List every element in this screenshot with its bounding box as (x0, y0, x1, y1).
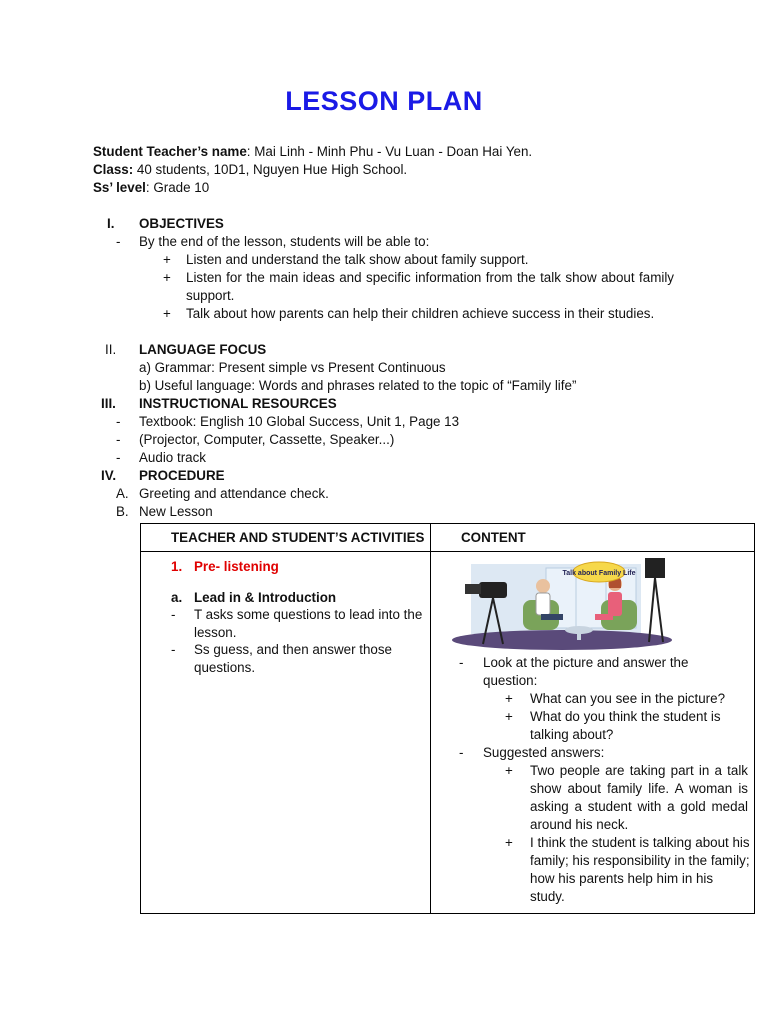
page-title: LESSON PLAN (285, 86, 483, 116)
bullet-dash: - (459, 745, 464, 760)
objective-item-3: Talk about how parents can help their children achieve success in their studies. (186, 306, 655, 321)
activities-table (140, 523, 755, 914)
table-header-right-cell (431, 524, 755, 552)
level-value: : Grade 10 (145, 180, 210, 195)
procedure-b-number: B. (116, 504, 129, 519)
resource-item-2: (Projector, Computer, Cassette, Speaker...) (139, 432, 395, 447)
useful-language-line: b) Useful language: Words and phrases related to the topic of “Family life” (139, 378, 577, 393)
resource-item-3: Audio track (139, 450, 206, 465)
talk-show-illustration (451, 556, 673, 652)
teacher-name-line (93, 143, 532, 161)
section-3-number: III. (101, 396, 116, 411)
sub-step-title: Lead in & Introduction (194, 590, 337, 605)
section-4-number: IV. (101, 468, 117, 483)
teacher-value: : Mai Linh - Minh Phu - Vu Luan - Doan Hai Yen. (246, 144, 533, 159)
level-line (93, 179, 209, 197)
answer-item-2: I think the student is talking about his family; his responsibility in the family; how his parents help him in his study. (530, 835, 750, 904)
bullet-plus: + (505, 763, 513, 778)
section-1-number: I. (107, 216, 115, 231)
section-3-title: INSTRUCTIONAL RESOURCES (139, 396, 337, 411)
answers-intro: Suggested answers: (483, 745, 605, 760)
answer-item-1: Two people are taking part in a talk show about family life. A woman is asking a student with a gold medal around his neck. (530, 763, 748, 832)
section-4-title: PROCEDURE (139, 468, 225, 483)
section-2-title: LANGUAGE FOCUS (139, 342, 267, 357)
activity-item-2: Ss guess, and then answer those questions. (194, 642, 393, 675)
class-line (93, 161, 407, 179)
bullet-plus: + (163, 270, 171, 285)
content-cell (431, 552, 755, 914)
bullet-plus: + (163, 252, 171, 267)
table-header-content: CONTENT (461, 530, 526, 545)
table-header-left-cell (141, 524, 431, 552)
bullet-dash: - (116, 234, 121, 249)
section-1-title: OBJECTIVES (139, 216, 224, 231)
bullet-dash: - (116, 414, 121, 429)
resource-item-1: Textbook: English 10 Global Success, Unit 1, Page 13 (139, 414, 460, 429)
objective-item-1: Listen and understand the talk show about family support. (186, 252, 529, 267)
class-label: Class: (93, 162, 134, 177)
bullet-dash: - (171, 642, 176, 657)
bullet-plus: + (505, 709, 513, 724)
activity-item-1: T asks some questions to lead into the lesson. (194, 607, 423, 640)
activities-cell (141, 552, 431, 914)
procedure-a-number: A. (116, 486, 129, 501)
bullet-plus: + (505, 835, 513, 850)
objectives-intro: By the end of the lesson, students will be able to: (139, 234, 430, 249)
bullet-plus: + (505, 691, 513, 706)
teacher-label: Student Teacher’s name (93, 144, 247, 159)
grammar-line: a) Grammar: Present simple vs Present Continuous (139, 360, 446, 375)
bullet-dash: - (459, 655, 464, 670)
table-header-activities: TEACHER AND STUDENT’S ACTIVITIES (171, 530, 425, 545)
step-number: 1. (171, 559, 183, 574)
illustration-sign-text: Talk about Family Life (562, 570, 636, 577)
bullet-dash: - (171, 607, 176, 622)
objective-item-2: Listen for the main ideas and specific information from the talk show about family support. (186, 270, 674, 303)
class-value: 40 students, 10D1, Nguyen Hue High School. (133, 162, 408, 177)
procedure-a-text: Greeting and attendance check. (139, 486, 329, 501)
bullet-dash: - (116, 432, 121, 447)
question-item-2: What do you think the student is talking about? (530, 709, 721, 742)
level-label: Ss’ level (93, 180, 146, 195)
question-intro: Look at the picture and answer the question: (483, 655, 689, 688)
question-item-1: What can you see in the picture? (530, 691, 726, 706)
sub-step-number: a. (171, 590, 183, 605)
section-2-number: II. (105, 342, 117, 357)
step-title: Pre- listening (194, 559, 279, 574)
bullet-plus: + (163, 306, 171, 321)
bullet-dash: - (116, 450, 121, 465)
procedure-b-text: New Lesson (139, 504, 213, 519)
